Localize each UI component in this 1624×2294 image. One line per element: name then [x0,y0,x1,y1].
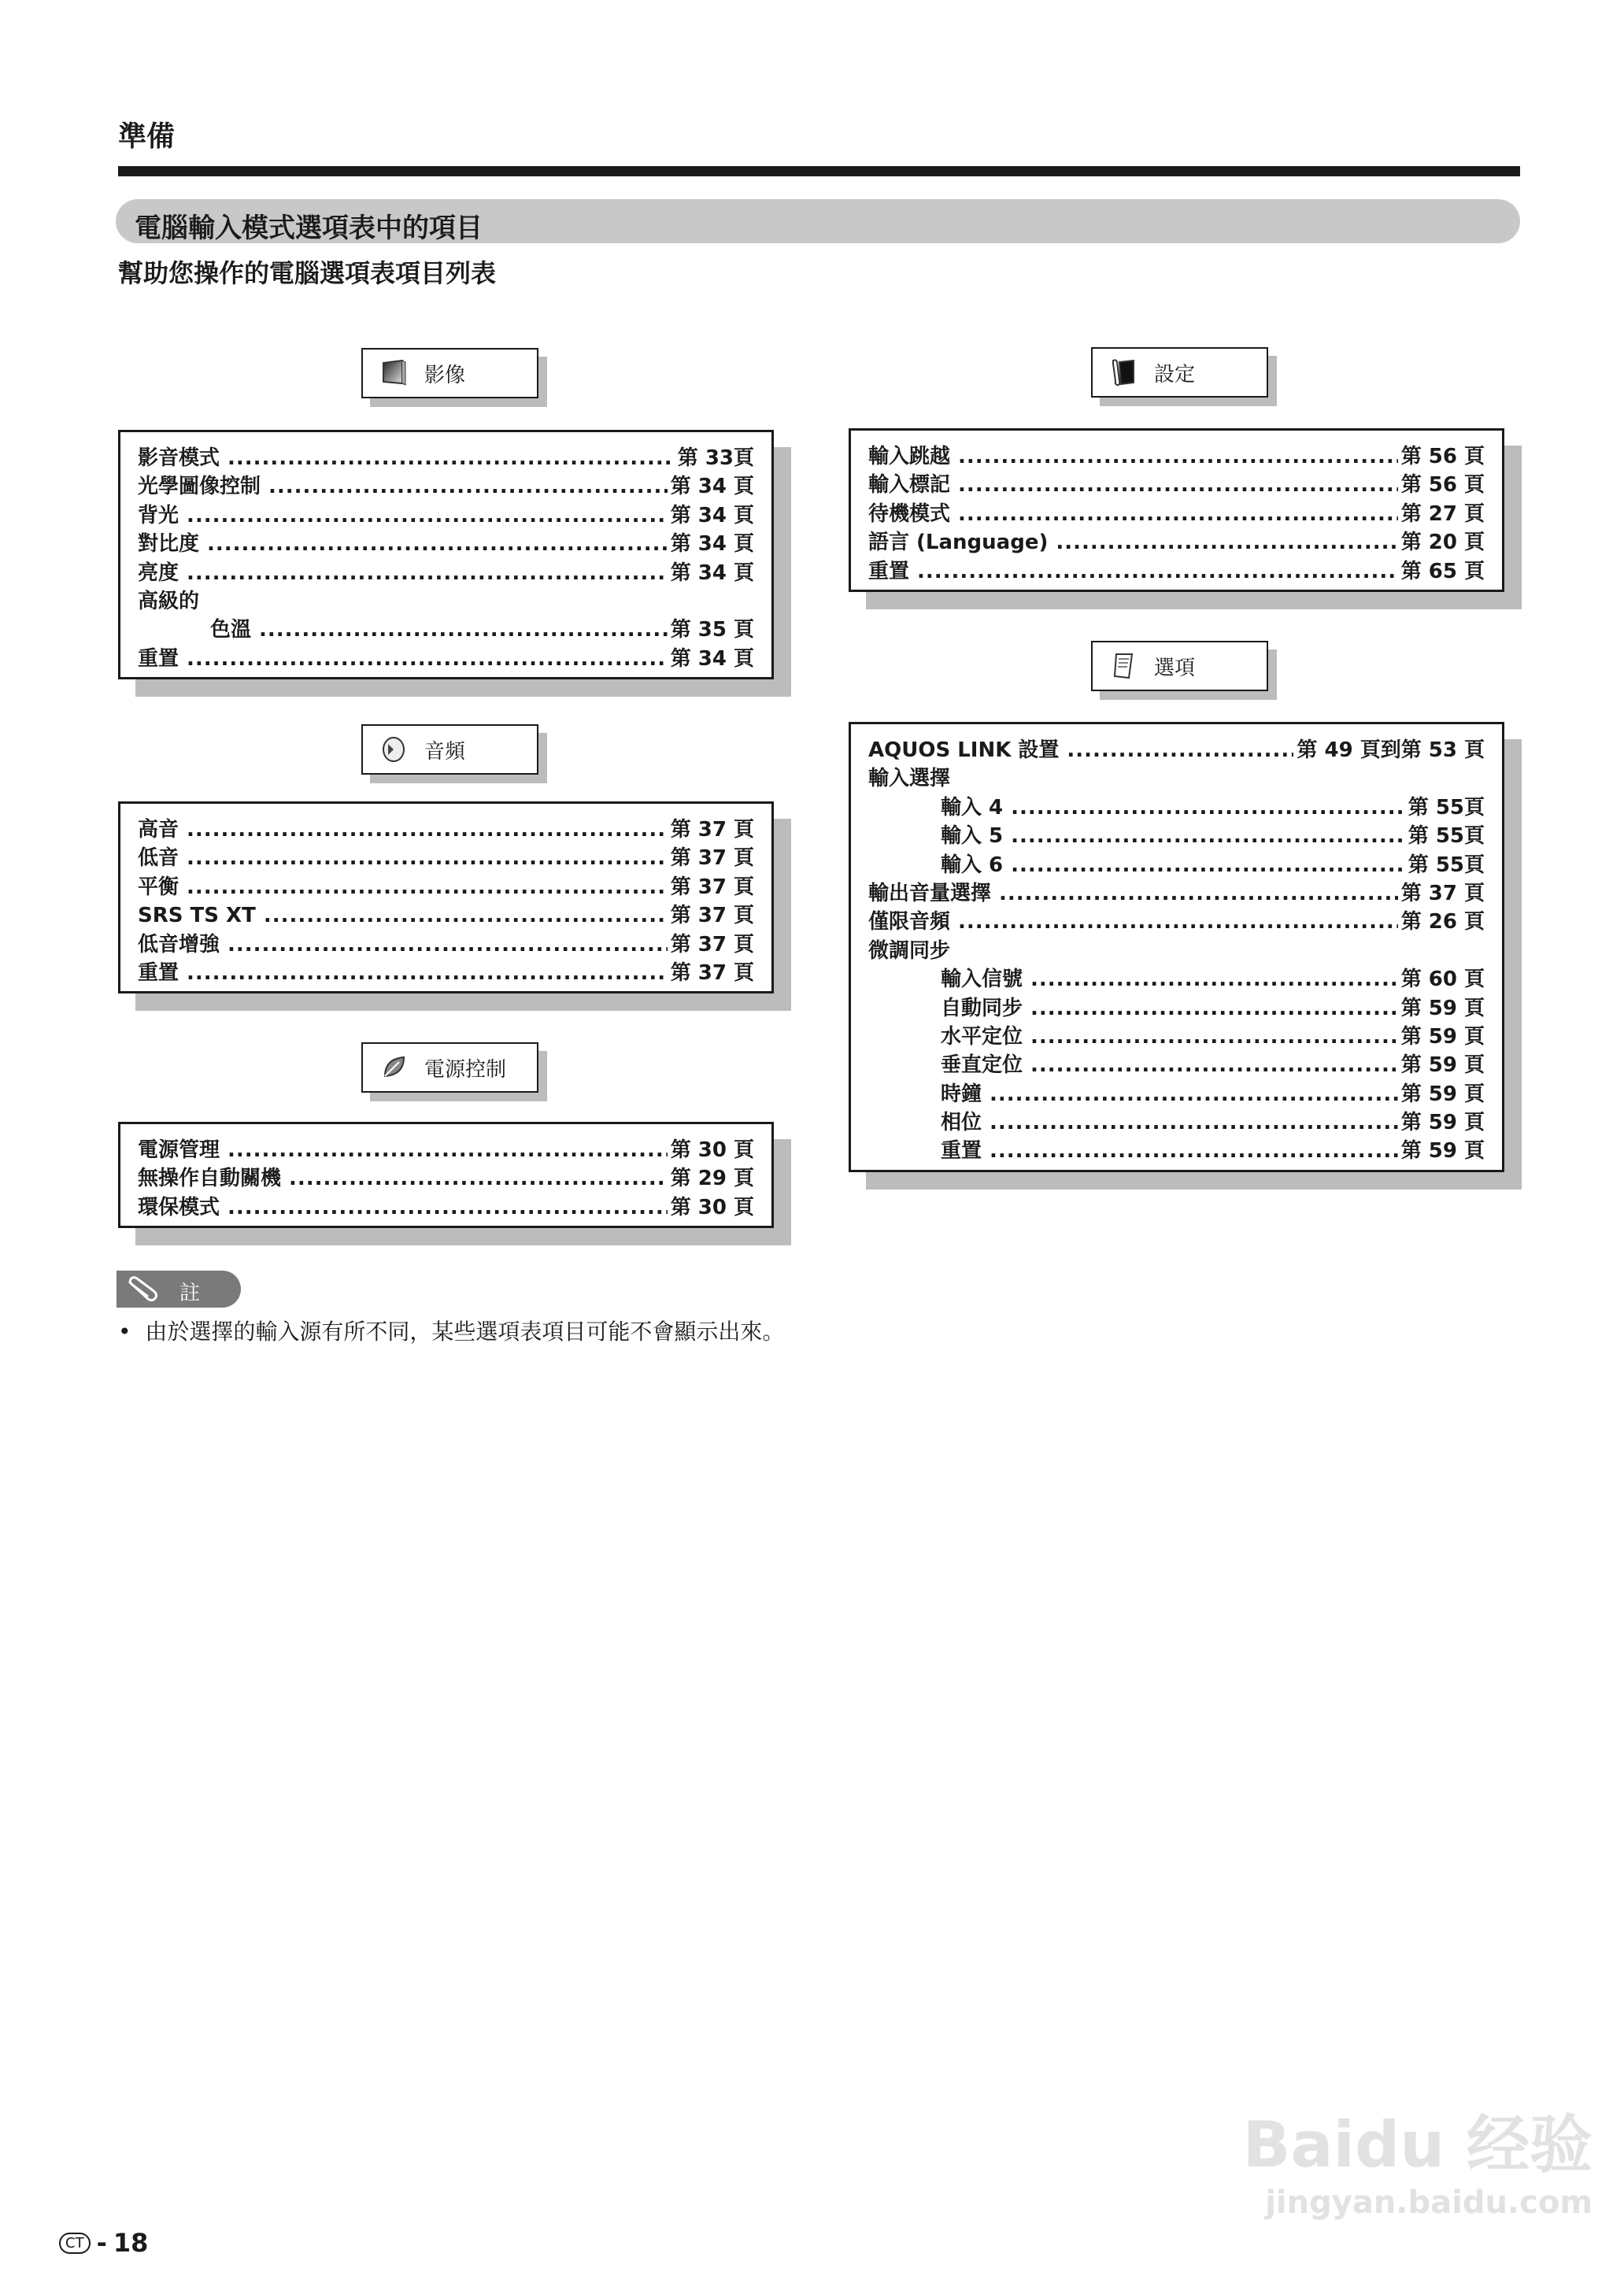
menu-item [868,877,1485,905]
menu-item [868,734,1485,762]
dot-leader [289,1167,668,1190]
menu-item [138,499,754,527]
item-label: 平衡 [138,875,179,899]
item-label: 輸入 5 [941,824,1004,849]
paperclip-icon [123,1275,162,1304]
menu-item [138,470,754,498]
table-box [118,430,774,679]
item-label: 垂直定位 [941,1053,1023,1078]
item-label: 輸出音量選擇 [868,881,992,905]
item-label: AQUOS LINK 設置 [868,738,1060,762]
page-footer [59,2228,148,2258]
item-label: 僅限音頻 [868,910,951,934]
menu-item [868,849,1485,877]
dot-leader [958,910,1398,934]
note-item [118,1315,784,1346]
menu-item [138,899,754,927]
dot-leader [1030,1025,1398,1049]
subtitle: 幫助您操作的電腦選項表項目列表 [118,258,497,288]
menu-item [868,440,1485,468]
watermark [1243,2094,1593,2221]
page-ref: 第 30 頁 [670,1195,754,1219]
item-label: 亮度 [138,561,179,585]
dot-leader [990,1139,1398,1163]
menu-item [138,1191,754,1219]
item-label: 影音模式 [138,446,220,470]
page-ref: 第 37 頁 [670,904,754,928]
item-label: 高音 [138,818,179,842]
menu-item [138,1134,754,1162]
page-ref: 第 20 頁 [1400,531,1485,555]
table-box [849,722,1504,1172]
page-ref: 第 37 頁 [670,818,754,842]
item-label: 對比度 [138,532,200,557]
bullet: • [118,1319,131,1345]
item-label: 重置 [138,646,179,671]
page-ref: 第 56 頁 [1400,473,1485,498]
page-ref: 第 34 頁 [670,475,754,499]
page-ref: 第 59 頁 [1400,1053,1485,1078]
dot-leader [958,502,1398,526]
page-title: 電腦輸入模式選項表中的項目 [135,213,483,244]
menu-table-audio [118,801,774,993]
header-rule [118,166,1520,176]
item-label: 時鐘 [941,1082,982,1106]
menu-item [868,1078,1485,1106]
dot-leader [958,473,1398,497]
menu-item [138,642,754,671]
item-label: 輸入選擇 [868,767,951,791]
dot-leader [187,561,668,585]
menu-item [868,1106,1485,1134]
speaker-icon [380,734,407,764]
page-title-banner [116,199,1520,243]
page-ref: 第 26 頁 [1400,910,1485,934]
item-label: 高級的 [138,589,200,613]
page-ref: 第 37 頁 [670,960,754,985]
page-ref: 第 33頁 [677,446,754,470]
dot-leader [187,875,668,899]
dot-leader [228,1138,668,1162]
item-label: 輸入標記 [868,473,951,498]
dot-leader [268,475,668,498]
item-label: 輸入 4 [941,795,1004,820]
page-ref: 第 34 頁 [670,503,754,527]
dot-leader [187,818,668,842]
dot-leader [990,1082,1398,1106]
separator: - [96,2228,107,2258]
menu-item [138,557,754,585]
page-ref: 第 37 頁 [670,932,754,956]
item-label: 待機模式 [868,501,951,526]
page-ref: 第 34 頁 [670,646,754,671]
item-label: 重置 [941,1139,982,1164]
menu-label-box [361,724,538,775]
menu-label-box [361,1042,538,1093]
page-ref: 第 37 頁 [1400,881,1485,905]
page-ref: 第 55頁 [1408,853,1485,877]
item-label: SRS TS XT [138,904,256,928]
menu-label-box [1091,641,1268,691]
menu-table-picture [118,430,774,679]
menu-item [868,498,1485,526]
item-label: 輸入跳越 [868,445,951,468]
menu-label-text: 選項 [1154,656,1196,680]
region-badge: CT [59,2233,91,2254]
menu-label-picture [361,348,538,398]
menu-label-power [361,1042,538,1093]
menu-table-power [118,1122,774,1228]
menu-item [868,555,1485,583]
dot-leader [187,647,668,671]
menu-label-text: 電源控制 [424,1057,507,1082]
menu-label-option [1091,641,1268,691]
menu-label-box [1091,347,1268,398]
menu-item [868,992,1485,1020]
menu-item [138,956,754,985]
menu-item [868,963,1485,991]
menu-item [868,1020,1485,1049]
menu-item [138,871,754,899]
wrench-icon [1110,357,1137,387]
menu-label-setup [1091,347,1268,398]
item-label: 電源管理 [138,1138,220,1162]
menu-item [868,1134,1485,1163]
menu-item [138,1162,754,1190]
item-label: 低音增強 [138,932,220,956]
page-ref: 第 34 頁 [670,561,754,585]
table-box [849,428,1504,592]
page-ref: 第 29 頁 [670,1167,754,1191]
menu-item [868,526,1485,554]
page-ref: 第 55頁 [1408,824,1485,849]
dot-leader [990,1111,1398,1134]
menu-item [868,791,1485,820]
item-label: 色溫 [210,618,252,642]
dot-leader [1030,968,1398,991]
page-ref: 第 56 頁 [1400,445,1485,468]
item-label: 水平定位 [941,1024,1023,1049]
page-number: 18 [113,2228,149,2258]
page-ref: 第 59 頁 [1400,1024,1485,1049]
menu-label-audio [361,724,538,775]
menu-item [138,442,754,470]
item-label: 語言 (Language) [868,531,1049,555]
menu-table-setup [849,428,1504,592]
dot-leader [958,445,1398,468]
dot-leader [228,1196,668,1219]
dot-leader [1011,796,1405,820]
page-ref: 第 59 頁 [1400,1139,1485,1164]
dot-leader [207,532,668,556]
page-ref: 第 65 頁 [1400,559,1485,583]
dot-leader [259,618,668,642]
item-label: 低音 [138,846,179,871]
menu-label-box [361,348,538,398]
item-label: 重置 [138,960,179,985]
menu-item [138,613,754,642]
page-ref: 第 60 頁 [1400,968,1485,992]
note-label: 註 [179,1282,201,1305]
dot-leader [1067,738,1293,762]
menu-item [868,1049,1485,1077]
dot-leader [1011,824,1405,848]
menu-item [138,527,754,556]
note-text: 由於選擇的輸入源有所不同，某些選項表項目可能不會顯示出來。 [145,1319,785,1345]
item-label: 環保模式 [138,1195,220,1219]
menu-item [138,813,754,842]
menu-item [868,934,1485,963]
menu-label-text: 設定 [1154,362,1196,387]
page-ref: 第 27 頁 [1400,501,1485,526]
item-label: 輸入 6 [941,853,1004,877]
dot-leader [228,933,668,956]
menu-table-option [849,722,1504,1172]
note-badge [117,1271,241,1308]
dot-leader [1056,531,1397,554]
page-ref: 第 59 頁 [1400,996,1485,1020]
menu-item [868,820,1485,848]
page-ref: 第 59 頁 [1400,1111,1485,1135]
section-title: 準備 [118,120,176,153]
menu-item [868,468,1485,497]
menu-item [868,762,1485,790]
page-ref: 第 37 頁 [670,875,754,899]
dot-leader [1011,853,1405,877]
item-label: 輸入信號 [941,968,1023,992]
menu-item [138,928,754,956]
item-label: 光學圖像控制 [138,475,261,499]
item-label: 背光 [138,503,179,527]
item-label: 重置 [868,559,910,583]
page-ref: 第 34 頁 [670,532,754,557]
dot-leader [187,504,668,527]
menu-label-text: 影像 [424,363,466,387]
menu-item [138,585,754,613]
page-ref: 第 35 頁 [670,618,754,642]
watermark-url: jingyan.baidu.com [1265,2185,1593,2221]
table-box [118,1122,774,1228]
dot-leader [187,846,668,870]
watermark-brand: Baidu 经验 [1242,2108,1593,2181]
dot-leader [1030,1053,1398,1077]
dot-leader [228,446,675,470]
menu-label-text: 音頻 [424,739,466,764]
dot-leader [264,904,668,927]
monitor-icon [380,358,407,388]
table-box [118,801,774,993]
item-label: 微調同步 [868,938,951,963]
page-ref: 第 59 頁 [1400,1082,1485,1106]
menu-item [868,905,1485,934]
item-label: 相位 [941,1111,982,1135]
dot-leader [187,961,668,985]
page-ref: 第 55頁 [1408,795,1485,820]
page-ref: 第 37 頁 [670,846,754,871]
dot-leader [917,560,1398,583]
menu-item [138,842,754,870]
item-label: 自動同步 [941,996,1023,1020]
item-label: 無操作自動關機 [138,1167,282,1191]
page-ref: 第 49 頁到第 53 頁 [1297,738,1485,762]
dot-leader [1030,997,1398,1020]
clipboard-icon [1110,651,1137,681]
dot-leader [999,882,1398,905]
page-ref: 第 30 頁 [670,1138,754,1162]
leaf-icon [380,1053,407,1082]
